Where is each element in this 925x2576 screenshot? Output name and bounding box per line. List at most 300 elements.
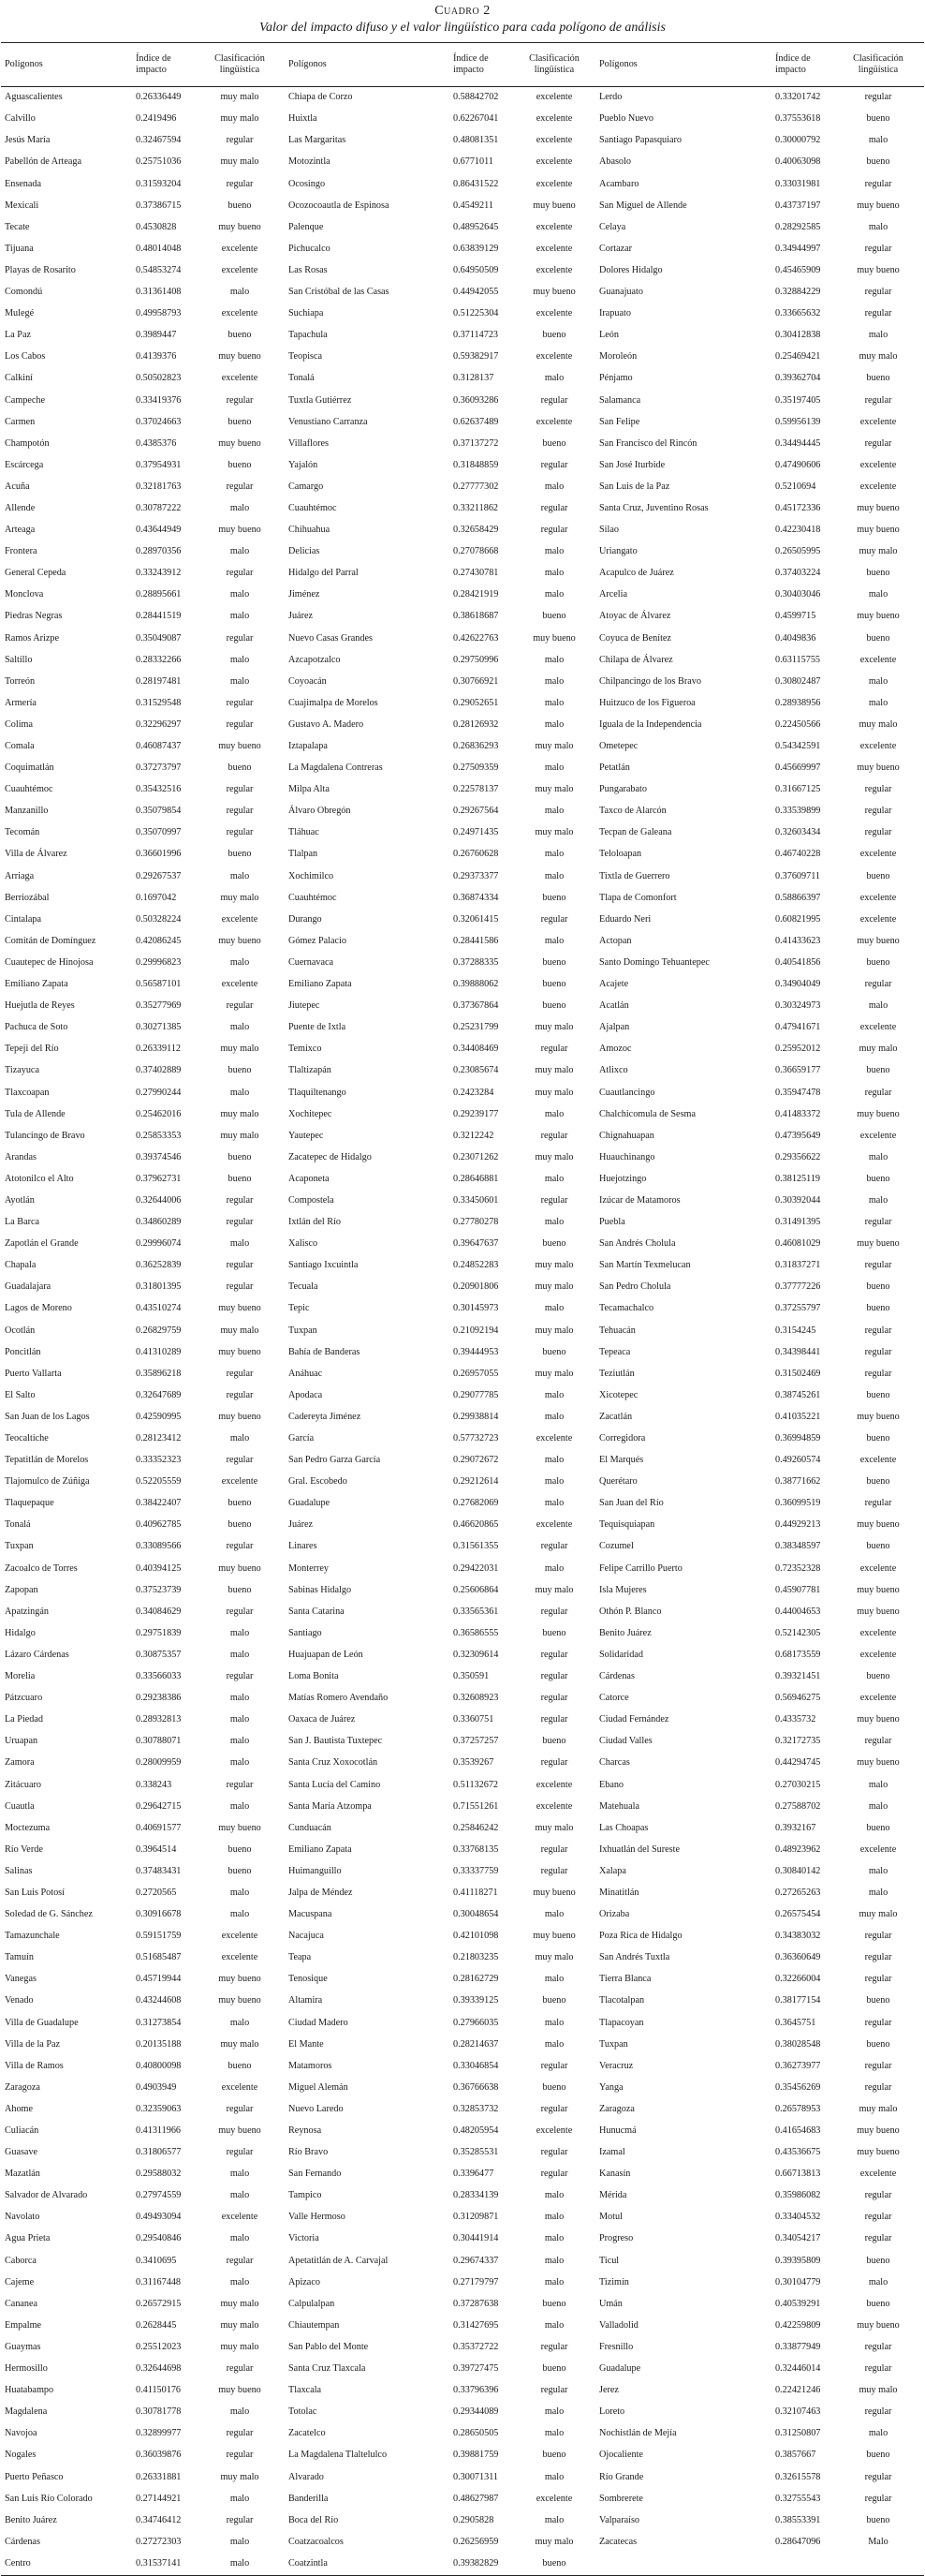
polygon-name-cell: Cozumel [599, 1541, 634, 1552]
polygon-name-cell: Tepeaca [599, 1346, 631, 1357]
table-row [1, 1840, 924, 1861]
linguistic-class-cell: regular [226, 2255, 254, 2266]
linguistic-class-cell: malo [229, 1736, 250, 1747]
polygon-name-cell: San Miguel de Allende [599, 200, 687, 211]
linguistic-class-cell: regular [226, 1671, 254, 1682]
polygon-name-cell: Tehuacán [599, 1325, 636, 1336]
impact-index-cell: 0.34944997 [775, 243, 821, 254]
polygon-name-cell: Lagos de Moreno [5, 1303, 72, 1314]
polygon-name-cell: Huatabampo [5, 2385, 54, 2396]
impact-index-cell: 0.30766921 [453, 675, 499, 687]
impact-index-cell: 0.30071311 [453, 2471, 499, 2482]
table-row [1, 2228, 924, 2250]
impact-index-cell: 0.64950509 [453, 264, 499, 275]
polygon-name-cell: Santiago Papasquiaro [599, 135, 682, 146]
impact-index-cell: 0.39374546 [136, 1151, 182, 1162]
polygon-name-cell: San Juan del Río [599, 1498, 664, 1509]
impact-index-cell: 0.66713813 [775, 2169, 821, 2180]
polygon-name-cell: Álvaro Obregón [288, 806, 351, 817]
polygon-name-cell: Nuevo Laredo [288, 2103, 344, 2114]
polygon-name-cell: Hermosillo [5, 2363, 48, 2375]
table-row [1, 2466, 924, 2488]
polygon-name-cell: Salvador de Alvarado [5, 2190, 88, 2201]
impact-index-cell: 0.37954931 [136, 459, 182, 470]
linguistic-class-cell: malo [229, 1649, 250, 1660]
impact-index-cell: 0.46620865 [453, 1519, 499, 1531]
impact-index-cell: 0.3410695 [136, 2255, 177, 2266]
linguistic-class-cell: malo [544, 1303, 565, 1314]
linguistic-class-cell: malo [229, 675, 250, 687]
linguistic-class-cell: bueno [542, 979, 566, 990]
impact-index-cell: 0.59956139 [775, 416, 821, 427]
polygon-name-cell: Abasolo [599, 156, 631, 168]
table-row [1, 1126, 924, 1147]
impact-index-cell: 0.27966035 [453, 2017, 499, 2028]
table-row [1, 1515, 924, 1536]
impact-index-cell: 0.30271385 [136, 1022, 182, 1033]
linguistic-class-cell: regular [226, 2103, 254, 2114]
polygon-name-cell: Tixtla de Guerrero [599, 870, 670, 881]
linguistic-class-cell: bueno [513, 2554, 595, 2576]
impact-index-cell: 0.32647689 [136, 1389, 182, 1400]
polygon-name-cell: San Cristóbal de las Casas [288, 287, 389, 298]
linguistic-class-cell: malo [229, 1433, 250, 1443]
table-row [1, 2510, 924, 2532]
polygon-name-cell: Teocaltiche [5, 1433, 49, 1443]
impact-index-cell: 0.29996074 [136, 1238, 182, 1250]
polygon-name-cell: Nacajuca [288, 1931, 324, 1942]
table-row [1, 1753, 924, 1774]
impact-index-cell: 0.28895661 [136, 589, 182, 600]
polygon-name-cell: Cuautlancingo [599, 1087, 655, 1098]
impact-index-cell: 0.59151759 [136, 1931, 182, 1942]
polygon-name-cell: Pabellón de Arteaga [5, 156, 82, 168]
linguistic-class-cell: malo [229, 1714, 250, 1725]
impact-index-cell: 0.39321451 [775, 1671, 821, 1682]
impact-index-cell: 0.37255797 [775, 1303, 821, 1314]
impact-index-cell: 0.71551261 [453, 1800, 499, 1812]
impact-index-cell: 0.62637489 [453, 416, 499, 427]
polygon-name-cell: Petatlán [599, 762, 630, 774]
polygon-name-cell: Nuevo Casas Grandes [288, 632, 373, 644]
table-row [1, 1472, 924, 1493]
table-row [1, 715, 924, 736]
linguistic-class-cell: regular [864, 784, 892, 795]
column-header-name: Polígonos [285, 43, 449, 87]
polygon-name-cell: Azcapotzalco [288, 654, 341, 665]
impact-index-cell: 0.30788071 [136, 1736, 182, 1747]
impact-index-cell: 0.38028548 [775, 2038, 821, 2050]
linguistic-class-cell: malo [229, 2536, 250, 2547]
linguistic-class-cell: excelente [859, 1562, 897, 1574]
linguistic-class-cell: muy bueno [533, 200, 576, 211]
linguistic-class-cell: malo [544, 2255, 565, 2266]
impact-index-cell: 0.29077785 [453, 1389, 499, 1400]
impact-index-cell: 0.34860289 [136, 1217, 182, 1228]
polygon-name-cell: Río Grande [599, 2471, 644, 2482]
linguistic-class-cell: regular [226, 784, 254, 795]
impact-index-cell: 0.23071262 [453, 1151, 499, 1162]
linguistic-class-cell: regular [226, 1260, 254, 1271]
impact-index-cell: 0.41150176 [136, 2385, 182, 2396]
linguistic-class-cell: muy malo [859, 1044, 898, 1055]
polygon-name-cell: Comala [5, 741, 35, 751]
table-row [1, 2250, 924, 2272]
linguistic-class-cell: muy malo [535, 1022, 574, 1033]
table-row [1, 303, 924, 325]
linguistic-class-cell: muy malo [859, 351, 898, 363]
impact-index-cell: 0.4335732 [775, 1714, 816, 1725]
linguistic-class-cell: excelente [859, 741, 897, 751]
impact-index-cell: 0.42101098 [453, 1931, 499, 1942]
polygon-name-cell: Acuña [5, 481, 30, 492]
linguistic-class-cell: regular [864, 1087, 892, 1098]
impact-index-cell: 0.33539899 [775, 806, 821, 817]
linguistic-class-cell: muy malo [535, 1822, 574, 1833]
linguistic-class-cell: regular [540, 2169, 568, 2180]
linguistic-class-cell: excelente [859, 892, 897, 903]
table-row [1, 2402, 924, 2423]
polygon-name-cell: Puente de Ixtla [288, 1022, 346, 1033]
linguistic-class-cell: bueno [542, 1627, 566, 1638]
linguistic-class-cell: muy bueno [218, 1411, 261, 1422]
table-row [1, 2099, 924, 2121]
linguistic-class-cell: bueno [866, 1281, 890, 1293]
polygon-name-cell: San Pedro Cholula [599, 1281, 671, 1293]
linguistic-class-cell: malo [229, 1087, 250, 1098]
impact-index-cell: 0.33768135 [453, 1843, 499, 1855]
impact-index-cell: 0.33665632 [775, 308, 821, 319]
impact-index-cell: 0.25462016 [136, 1108, 182, 1119]
impact-index-cell: 0.45907781 [775, 1584, 821, 1595]
polygon-name-cell: Camargo [288, 481, 324, 492]
linguistic-class-cell: bueno [866, 1541, 890, 1552]
polygon-name-cell: Tlaltizapán [288, 1065, 331, 1076]
polygon-name-cell: Magdalena [5, 2406, 48, 2418]
polygon-name-cell: San Martín Texmelucan [599, 1260, 691, 1271]
impact-index-cell: 0.3360751 [453, 1714, 494, 1725]
linguistic-class-cell: muy malo [220, 2471, 259, 2482]
linguistic-class-cell: excelente [221, 913, 258, 925]
polygon-name-cell: Jiménez [288, 589, 320, 600]
polygon-name-cell: Loreto [599, 2406, 625, 2418]
impact-index-cell: 0.56587101 [136, 979, 182, 990]
impact-index-cell: 0.32359063 [136, 2103, 182, 2114]
polygon-name-cell: Tapachula [288, 330, 328, 341]
polygon-name-cell: Torreón [5, 675, 36, 687]
linguistic-class-cell: muy malo [535, 1260, 574, 1271]
table-row [1, 585, 924, 606]
impact-index-cell: 0.27780278 [453, 1217, 499, 1228]
table-row [1, 2316, 924, 2337]
linguistic-class-cell: malo [868, 2428, 888, 2439]
impact-index-cell: 0.29238386 [136, 1693, 182, 1704]
linguistic-class-cell: regular [864, 2190, 892, 2201]
impact-index-cell: 0.30412838 [775, 330, 821, 341]
linguistic-class-cell: malo [868, 330, 888, 341]
linguistic-class-cell: bueno [866, 2450, 890, 2461]
linguistic-class-cell: excelente [859, 459, 897, 470]
polygon-name-cell: La Piedad [5, 1714, 44, 1725]
impact-index-cell: 0.25469421 [775, 351, 821, 363]
polygon-name-cell: Irapuato [599, 308, 631, 319]
impact-index-cell: 0.41118271 [453, 1887, 498, 1898]
polygon-name-cell: Arandas [5, 1151, 37, 1162]
linguistic-class-cell: malo [229, 1693, 250, 1704]
linguistic-class-cell: malo [229, 546, 250, 557]
linguistic-class-cell: bueno [542, 437, 566, 449]
linguistic-class-cell: regular [864, 2363, 892, 2375]
polygon-name-cell: Cortazar [599, 243, 633, 254]
impact-index-cell: 0.28292585 [775, 221, 821, 232]
polygon-name-cell: Poza Rica de Hidalgo [599, 1931, 683, 1942]
polygon-name-cell: Xalapa [599, 1865, 626, 1876]
impact-index-cell: 0.28647096 [775, 2536, 821, 2547]
linguistic-class-cell: excelente [536, 156, 573, 168]
polygon-name-cell: Arcelia [599, 589, 627, 600]
polygon-name-cell: Huejotzingo [599, 1173, 647, 1184]
impact-index-cell: 0.22578137 [453, 784, 499, 795]
polygon-name-cell: Navojoa [5, 2428, 37, 2439]
impact-index-cell: 0.37523739 [136, 1584, 182, 1595]
impact-index-cell: 0.48081351 [453, 135, 499, 146]
impact-index-cell: 0.37273797 [136, 762, 182, 774]
impact-index-cell: 0.31848859 [453, 459, 499, 470]
linguistic-class-cell: bueno [228, 459, 252, 470]
impact-index-cell: 0.31561355 [453, 1541, 499, 1552]
table-row [1, 844, 924, 866]
polygon-name-cell: Escárcega [5, 459, 44, 470]
impact-index-cell: 0.31667125 [775, 784, 821, 795]
linguistic-class-cell: bueno [866, 2038, 890, 2050]
impact-index-cell: 0.36586555 [453, 1627, 499, 1638]
linguistic-class-cell: muy malo [220, 2038, 259, 2050]
impact-index-cell: 0.4139376 [136, 351, 177, 363]
linguistic-class-cell: excelente [221, 1476, 258, 1488]
impact-index-cell: 0.45172336 [775, 502, 821, 513]
table-row [1, 2185, 924, 2207]
linguistic-class-cell: excelente [859, 849, 897, 860]
polygon-name-cell: Minatitlán [599, 1887, 639, 1898]
impact-index-cell: 0.44004653 [775, 1606, 821, 1617]
impact-index-cell: 0.4903949 [136, 2081, 177, 2093]
linguistic-class-cell: excelente [859, 1130, 897, 1141]
impact-index-cell: 0.25853353 [136, 1130, 182, 1141]
linguistic-class-cell: malo [229, 2406, 250, 2418]
linguistic-class-cell: muy malo [535, 741, 574, 751]
linguistic-class-cell: malo [544, 2017, 565, 2028]
impact-index-cell: 0.42086245 [136, 935, 182, 946]
linguistic-class-cell: malo [229, 870, 250, 881]
impact-index-cell: 0.30000792 [775, 135, 821, 146]
linguistic-class-cell: excelente [221, 243, 258, 254]
impact-index-cell: 0.25952012 [775, 1044, 821, 1055]
polygon-name-cell: Temixco [288, 1044, 322, 1055]
polygon-name-cell: Santa Lucía del Camino [288, 1779, 381, 1790]
linguistic-class-cell: bueno [542, 330, 566, 341]
linguistic-class-cell: regular [226, 2147, 254, 2158]
linguistic-class-cell: malo [544, 1562, 565, 1574]
linguistic-class-cell: muy bueno [857, 1757, 900, 1769]
linguistic-class-cell: excelente [859, 481, 897, 492]
impact-index-cell: 0.31250807 [775, 2428, 821, 2439]
impact-index-cell: 0.4385376 [136, 437, 177, 449]
impact-index-cell: 0.40962785 [136, 1519, 182, 1531]
impact-index-cell: 0.31209871 [453, 2212, 499, 2223]
impact-index-cell: 0.30916678 [136, 1909, 182, 1920]
impact-index-cell: 0.26578953 [775, 2103, 821, 2114]
impact-index-cell: 0.32446014 [775, 2363, 821, 2375]
impact-index-cell: 0.31593204 [136, 178, 182, 189]
polygon-name-cell: Ciudad Fernández [599, 1714, 669, 1725]
impact-index-cell: 0.33566033 [136, 1671, 182, 1682]
linguistic-class-cell: muy malo [859, 1909, 898, 1920]
linguistic-class-cell: regular [864, 2233, 892, 2244]
impact-index-cell: 0.20901806 [453, 1281, 499, 1293]
impact-index-cell: 0.30781778 [136, 2406, 182, 2418]
linguistic-class-cell: muy malo [220, 1130, 259, 1141]
table-row [1, 2078, 924, 2099]
linguistic-class-cell: muy bueno [533, 287, 576, 298]
impact-index-cell: 0.29267564 [453, 806, 499, 817]
linguistic-class-cell: regular [226, 1194, 254, 1206]
linguistic-class-cell: bueno [866, 2514, 890, 2525]
polygon-name-cell: Benito Juárez [5, 2514, 57, 2525]
linguistic-class-cell: regular [864, 308, 892, 319]
linguistic-class-cell: bueno [228, 849, 252, 860]
polygon-name-cell: Cuauhtémoc [288, 892, 337, 903]
impact-index-cell: 0.3539267 [453, 1757, 494, 1769]
linguistic-class-cell: bueno [228, 1498, 252, 1509]
impact-index-cell: 0.28334139 [453, 2190, 499, 2201]
linguistic-class-cell: muy bueno [857, 200, 900, 211]
table-row [1, 368, 924, 390]
impact-index-cell: 0.43644949 [136, 525, 182, 536]
polygon-name-cell: San Fernando [288, 2169, 342, 2180]
impact-index-cell: 0.30403046 [775, 589, 821, 600]
polygon-name-cell: Chalchicomula de Sesma [599, 1108, 696, 1119]
impact-index-cell: 0.27030215 [775, 1779, 821, 1790]
linguistic-class-cell: malo [868, 135, 888, 146]
linguistic-class-cell: bueno [228, 330, 252, 341]
linguistic-class-cell: malo [868, 1194, 888, 1206]
impact-index-cell: 0.28932813 [136, 1714, 182, 1725]
impact-index-cell: 0.45669997 [775, 762, 821, 774]
impact-index-cell: 0.2423284 [453, 1087, 494, 1098]
impact-table [1, 42, 924, 2576]
polygon-name-cell: Frontera [5, 546, 37, 557]
impact-index-cell: 0.51132672 [453, 1779, 499, 1790]
impact-index-cell: 0.26829759 [136, 1325, 182, 1336]
polygon-name-cell: Huitzuco de los Figueroa [599, 697, 696, 708]
impact-index-cell: 0.21092194 [453, 1325, 499, 1336]
linguistic-class-cell: excelente [221, 2212, 258, 2223]
impact-index-cell: 0.37777226 [775, 1281, 821, 1293]
impact-index-cell: 0.28650505 [453, 2428, 499, 2439]
impact-index-cell: 0.37402889 [136, 1065, 182, 1076]
linguistic-class-cell: regular [226, 135, 254, 146]
impact-index-cell: 0.46087437 [136, 741, 182, 751]
impact-index-cell: 0.5210694 [775, 481, 816, 492]
impact-index-cell: 0.39881759 [453, 2450, 499, 2461]
impact-index-cell: 0.34494445 [775, 437, 821, 449]
impact-index-cell: 0.28441586 [453, 935, 499, 946]
linguistic-class-cell: muy bueno [857, 2319, 900, 2331]
impact-index-cell: 0.41310289 [136, 1346, 182, 1357]
impact-index-cell: 0.33352323 [136, 1455, 182, 1466]
linguistic-class-cell: regular [226, 1779, 254, 1790]
linguistic-class-cell: regular [540, 1671, 568, 1682]
linguistic-class-cell: bueno [228, 416, 252, 427]
impact-index-cell: 0.32658429 [453, 525, 499, 536]
impact-index-cell: 0.33089566 [136, 1541, 182, 1552]
impact-index-cell: 0.34746412 [136, 2514, 182, 2525]
linguistic-class-cell: malo [544, 1909, 565, 1920]
polygon-name-cell: Salinas [5, 1865, 33, 1876]
linguistic-class-cell: malo [868, 589, 888, 600]
impact-index-cell: 0.49493094 [136, 2212, 182, 2223]
table-row [1, 2121, 924, 2142]
polygon-name-cell: Cuautla [5, 1800, 35, 1812]
polygon-name-cell: Hunucmá [599, 2125, 637, 2136]
impact-index-cell: 0.338243 [136, 1779, 172, 1790]
impact-index-cell: 0.4549211 [453, 200, 493, 211]
linguistic-class-cell: muy bueno [218, 1346, 261, 1357]
table-row [1, 2532, 924, 2554]
linguistic-class-cell: malo [229, 1800, 250, 1812]
polygon-name-cell: San Luis Río Colorado [5, 2493, 93, 2504]
linguistic-class-cell: muy malo [220, 2341, 259, 2352]
impact-index-cell: 0.31491395 [775, 1217, 821, 1228]
linguistic-class-cell: regular [226, 2514, 254, 2525]
linguistic-class-cell: regular [540, 459, 568, 470]
linguistic-class-cell: bueno [866, 1671, 890, 1682]
column-header-class: Clasificación lingüística [832, 43, 924, 87]
impact-index-cell: 0.27144921 [136, 2493, 182, 2504]
table-header-row [1, 43, 924, 87]
polygon-name-cell: Miguel Alemán [288, 2081, 348, 2093]
polygon-name-cell: Zacoalco de Torres [5, 1562, 78, 1574]
polygon-name-cell: Acambaro [599, 178, 639, 189]
polygon-name-cell: Cajeme [5, 2276, 35, 2287]
linguistic-class-cell: regular [226, 2450, 254, 2461]
impact-index-cell: 0.36093286 [453, 394, 499, 406]
linguistic-class-cell: bueno [228, 1865, 252, 1876]
linguistic-class-cell: malo [544, 1217, 565, 1228]
polygon-name-cell: Cuauhtémoc [5, 784, 53, 795]
table-row [1, 2142, 924, 2164]
polygon-name-cell: Venado [5, 1995, 34, 2006]
table-row [1, 758, 924, 779]
polygon-name-cell: Tlapa de Comonfort [599, 892, 677, 903]
polygon-name-cell: Cadereyta Jiménez [288, 1411, 361, 1422]
linguistic-class-cell: malo [229, 1238, 250, 1250]
linguistic-class-cell: bueno [866, 1389, 890, 1400]
polygon-name-cell: Ebano [599, 1779, 624, 1790]
polygon-name-cell: Santa Catarina [288, 1606, 345, 1617]
linguistic-class-cell: muy bueno [857, 935, 900, 946]
linguistic-class-cell: regular [226, 1368, 254, 1379]
column-header-index: Índice de impacto [771, 43, 832, 87]
linguistic-class-cell: muy malo [535, 1151, 574, 1162]
table-row [1, 996, 924, 1017]
polygon-name-cell: Ojocaliente [599, 2450, 643, 2461]
table-row [1, 1602, 924, 1623]
table-row [1, 1493, 924, 1515]
linguistic-class-cell: excelente [536, 1800, 573, 1812]
polygon-name-cell: Zacatelco [288, 2428, 326, 2439]
impact-index-cell: 0.33877949 [775, 2341, 821, 2352]
